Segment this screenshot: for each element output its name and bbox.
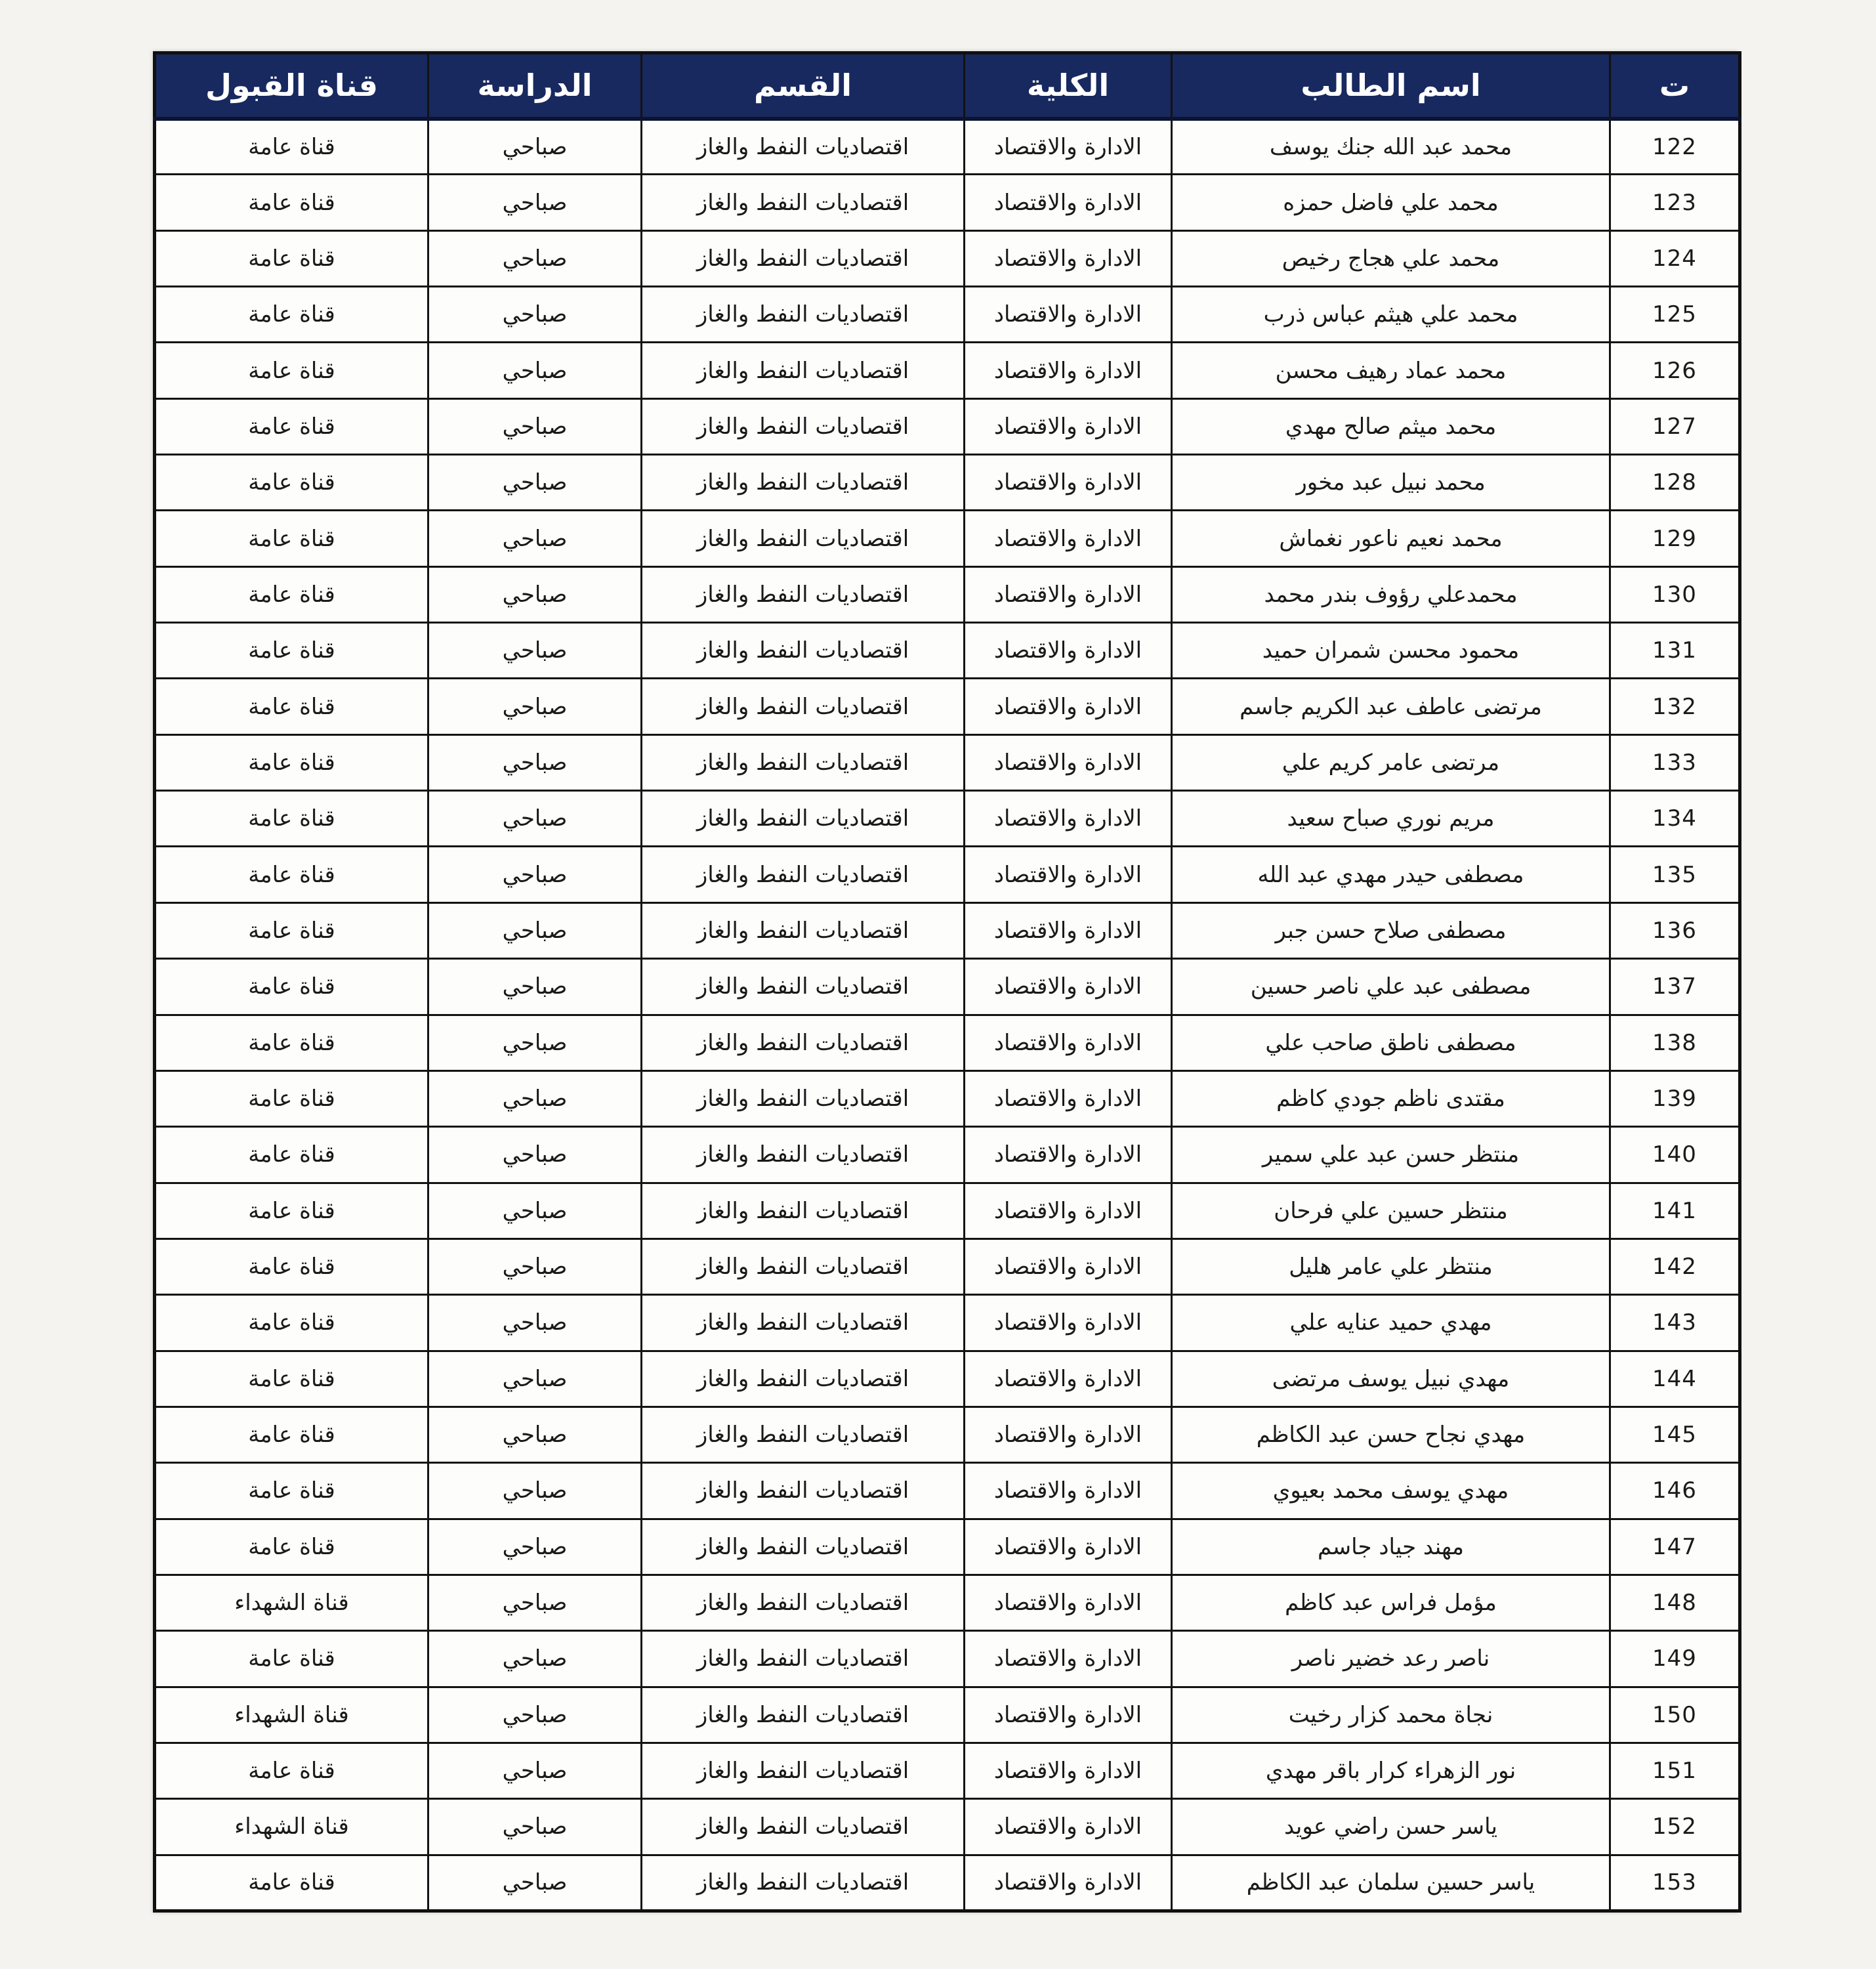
- table-row: [155, 1575, 1740, 1630]
- cell-college: الادارة والاقتصاد: [965, 343, 1172, 398]
- cell-study: صباحي: [428, 1127, 642, 1183]
- table-row: [155, 959, 1740, 1015]
- cell-channel: قناة عامة: [155, 1743, 428, 1798]
- column-header-study: الدراسة: [428, 53, 642, 119]
- table-row: [155, 679, 1740, 734]
- cell-num: 127: [1610, 398, 1740, 454]
- table-row: [155, 1407, 1740, 1462]
- cell-channel: قناة عامة: [155, 623, 428, 679]
- cell-channel: قناة عامة: [155, 230, 428, 286]
- cell-dept: اقتصاديات النفط والغاز: [642, 1295, 965, 1351]
- cell-channel: قناة عامة: [155, 1183, 428, 1239]
- cell-study: صباحي: [428, 1239, 642, 1294]
- table-row: [155, 1463, 1740, 1519]
- cell-college: الادارة والاقتصاد: [965, 1239, 1172, 1294]
- cell-name: محمد عماد رهيف محسن: [1172, 343, 1610, 398]
- cell-channel: قناة عامة: [155, 566, 428, 622]
- cell-study: صباحي: [428, 343, 642, 398]
- cell-dept: اقتصاديات النفط والغاز: [642, 1015, 965, 1070]
- cell-dept: اقتصاديات النفط والغاز: [642, 1575, 965, 1630]
- cell-channel: قناة عامة: [155, 1855, 428, 1911]
- cell-num: 152: [1610, 1799, 1740, 1855]
- cell-study: صباحي: [428, 1687, 642, 1743]
- cell-college: الادارة والاقتصاد: [965, 1799, 1172, 1855]
- cell-name: مصطفى عبد علي ناصر حسين: [1172, 959, 1610, 1015]
- cell-channel: قناة الشهداء: [155, 1575, 428, 1630]
- cell-num: 130: [1610, 566, 1740, 622]
- table-row: [155, 1239, 1740, 1294]
- cell-channel: قناة عامة: [155, 1127, 428, 1183]
- cell-college: الادارة والاقتصاد: [965, 847, 1172, 902]
- cell-dept: اقتصاديات النفط والغاز: [642, 1519, 965, 1575]
- students-admission-table-page: [153, 51, 1738, 1913]
- cell-dept: اقتصاديات النفط والغاز: [642, 287, 965, 343]
- table-row: [155, 287, 1740, 343]
- cell-num: 135: [1610, 847, 1740, 902]
- cell-college: الادارة والاقتصاد: [965, 734, 1172, 790]
- cell-num: 123: [1610, 175, 1740, 230]
- cell-dept: اقتصاديات النفط والغاز: [642, 398, 965, 454]
- cell-study: صباحي: [428, 119, 642, 175]
- cell-college: الادارة والاقتصاد: [965, 566, 1172, 622]
- cell-college: الادارة والاقتصاد: [965, 1183, 1172, 1239]
- table-row: [155, 230, 1740, 286]
- cell-study: صباحي: [428, 1519, 642, 1575]
- table-body: [155, 119, 1740, 1911]
- cell-channel: قناة عامة: [155, 959, 428, 1015]
- cell-channel: قناة عامة: [155, 902, 428, 958]
- cell-name: مرتضى عامر كريم علي: [1172, 734, 1610, 790]
- cell-num: 134: [1610, 791, 1740, 847]
- table-row: [155, 455, 1740, 511]
- cell-num: 143: [1610, 1295, 1740, 1351]
- cell-study: صباحي: [428, 398, 642, 454]
- table-row: [155, 1015, 1740, 1070]
- cell-num: 125: [1610, 287, 1740, 343]
- cell-channel: قناة عامة: [155, 1295, 428, 1351]
- cell-num: 144: [1610, 1351, 1740, 1407]
- cell-num: 148: [1610, 1575, 1740, 1630]
- table-row: [155, 623, 1740, 679]
- cell-college: الادارة والاقتصاد: [965, 1070, 1172, 1126]
- cell-college: الادارة والاقتصاد: [965, 1015, 1172, 1070]
- cell-name: مرتضى عاطف عبد الكريم جاسم: [1172, 679, 1610, 734]
- table-row: [155, 511, 1740, 566]
- cell-study: صباحي: [428, 1799, 642, 1855]
- cell-study: صباحي: [428, 1070, 642, 1126]
- cell-name: منتظر علي عامر هليل: [1172, 1239, 1610, 1294]
- cell-college: الادارة والاقتصاد: [965, 1463, 1172, 1519]
- cell-name: محمد عبد الله جنك يوسف: [1172, 119, 1610, 175]
- cell-name: محمد علي هجاج رخيص: [1172, 230, 1610, 286]
- cell-study: صباحي: [428, 847, 642, 902]
- cell-name: محمود محسن شمران حميد: [1172, 623, 1610, 679]
- cell-name: محمد علي هيثم عباس ذرب: [1172, 287, 1610, 343]
- cell-name: مؤمل فراس عبد كاظم: [1172, 1575, 1610, 1630]
- cell-num: 153: [1610, 1855, 1740, 1911]
- cell-college: الادارة والاقتصاد: [965, 230, 1172, 286]
- cell-college: الادارة والاقتصاد: [965, 1407, 1172, 1462]
- cell-name: محمد ميثم صالح مهدي: [1172, 398, 1610, 454]
- table-row: [155, 847, 1740, 902]
- cell-num: 142: [1610, 1239, 1740, 1294]
- table-row: [155, 175, 1740, 230]
- cell-college: الادارة والاقتصاد: [965, 1519, 1172, 1575]
- cell-dept: اقتصاديات النفط والغاز: [642, 1183, 965, 1239]
- cell-name: ياسر حسن راضي عويد: [1172, 1799, 1610, 1855]
- cell-study: صباحي: [428, 959, 642, 1015]
- cell-name: ياسر حسين سلمان عبد الكاظم: [1172, 1855, 1610, 1911]
- cell-dept: اقتصاديات النفط والغاز: [642, 343, 965, 398]
- cell-channel: قناة عامة: [155, 1519, 428, 1575]
- table-row: [155, 791, 1740, 847]
- cell-dept: اقتصاديات النفط والغاز: [642, 847, 965, 902]
- cell-dept: اقتصاديات النفط والغاز: [642, 566, 965, 622]
- table-row: [155, 398, 1740, 454]
- cell-name: ناصر رعد خضير ناصر: [1172, 1631, 1610, 1687]
- students-table: [153, 51, 1741, 1913]
- table-row: [155, 1743, 1740, 1798]
- column-header-college: الكلية: [965, 53, 1172, 119]
- cell-study: صباحي: [428, 1631, 642, 1687]
- cell-study: صباحي: [428, 511, 642, 566]
- cell-dept: اقتصاديات النفط والغاز: [642, 119, 965, 175]
- cell-college: الادارة والاقتصاد: [965, 679, 1172, 734]
- cell-channel: قناة عامة: [155, 1015, 428, 1070]
- cell-study: صباحي: [428, 1351, 642, 1407]
- cell-dept: اقتصاديات النفط والغاز: [642, 1351, 965, 1407]
- cell-name: محمد علي فاضل حمزه: [1172, 175, 1610, 230]
- cell-college: الادارة والاقتصاد: [965, 791, 1172, 847]
- cell-num: 147: [1610, 1519, 1740, 1575]
- cell-name: نور الزهراء كرار باقر مهدي: [1172, 1743, 1610, 1798]
- table-row: [155, 1351, 1740, 1407]
- cell-dept: اقتصاديات النفط والغاز: [642, 230, 965, 286]
- cell-num: 141: [1610, 1183, 1740, 1239]
- cell-dept: اقتصاديات النفط والغاز: [642, 959, 965, 1015]
- column-header-number: ت: [1610, 53, 1740, 119]
- cell-study: صباحي: [428, 734, 642, 790]
- cell-dept: اقتصاديات النفط والغاز: [642, 1743, 965, 1798]
- table-header: [155, 53, 1740, 119]
- cell-study: صباحي: [428, 1183, 642, 1239]
- cell-channel: قناة عامة: [155, 119, 428, 175]
- cell-num: 151: [1610, 1743, 1740, 1798]
- cell-college: الادارة والاقتصاد: [965, 175, 1172, 230]
- cell-name: منتظر حسن عبد علي سمير: [1172, 1127, 1610, 1183]
- cell-study: صباحي: [428, 175, 642, 230]
- cell-num: 126: [1610, 343, 1740, 398]
- cell-num: 146: [1610, 1463, 1740, 1519]
- cell-name: مهدي يوسف محمد بعيوي: [1172, 1463, 1610, 1519]
- cell-dept: اقتصاديات النفط والغاز: [642, 902, 965, 958]
- cell-dept: اقتصاديات النفط والغاز: [642, 1239, 965, 1294]
- cell-dept: اقتصاديات النفط والغاز: [642, 679, 965, 734]
- cell-name: مقتدى ناظم جودي كاظم: [1172, 1070, 1610, 1126]
- cell-num: 139: [1610, 1070, 1740, 1126]
- cell-study: صباحي: [428, 1575, 642, 1630]
- cell-study: صباحي: [428, 1015, 642, 1070]
- cell-college: الادارة والاقتصاد: [965, 1295, 1172, 1351]
- table-row: [155, 1183, 1740, 1239]
- cell-college: الادارة والاقتصاد: [965, 1351, 1172, 1407]
- cell-num: 128: [1610, 455, 1740, 511]
- cell-channel: قناة عامة: [155, 1351, 428, 1407]
- cell-dept: اقتصاديات النفط والغاز: [642, 1407, 965, 1462]
- cell-dept: اقتصاديات النفط والغاز: [642, 1463, 965, 1519]
- cell-num: 150: [1610, 1687, 1740, 1743]
- cell-dept: اقتصاديات النفط والغاز: [642, 734, 965, 790]
- cell-study: صباحي: [428, 1463, 642, 1519]
- cell-study: صباحي: [428, 455, 642, 511]
- table-row: [155, 1855, 1740, 1911]
- cell-channel: قناة عامة: [155, 511, 428, 566]
- cell-num: 122: [1610, 119, 1740, 175]
- cell-num: 133: [1610, 734, 1740, 790]
- table-row: [155, 1519, 1740, 1575]
- cell-dept: اقتصاديات النفط والغاز: [642, 623, 965, 679]
- cell-channel: قناة عامة: [155, 287, 428, 343]
- cell-name: منتظر حسين علي فرحان: [1172, 1183, 1610, 1239]
- table-row: [155, 119, 1740, 175]
- cell-college: الادارة والاقتصاد: [965, 287, 1172, 343]
- cell-study: صباحي: [428, 566, 642, 622]
- column-header-dept: القسم: [642, 53, 965, 119]
- cell-num: 137: [1610, 959, 1740, 1015]
- cell-college: الادارة والاقتصاد: [965, 1127, 1172, 1183]
- table-row: [155, 1687, 1740, 1743]
- cell-college: الادارة والاقتصاد: [965, 1743, 1172, 1798]
- cell-study: صباحي: [428, 287, 642, 343]
- table-row: [155, 1070, 1740, 1126]
- cell-name: محمد نعيم ناعور نغماش: [1172, 511, 1610, 566]
- cell-channel: قناة عامة: [155, 343, 428, 398]
- cell-channel: قناة عامة: [155, 398, 428, 454]
- cell-name: مريم نوري صباح سعيد: [1172, 791, 1610, 847]
- cell-num: 132: [1610, 679, 1740, 734]
- cell-name: نجاة محمد كزار رخيت: [1172, 1687, 1610, 1743]
- table-row: [155, 1799, 1740, 1855]
- cell-name: مهند جياد جاسم: [1172, 1519, 1610, 1575]
- table-row: [155, 734, 1740, 790]
- table-row: [155, 1127, 1740, 1183]
- cell-college: الادارة والاقتصاد: [965, 1855, 1172, 1911]
- cell-study: صباحي: [428, 1743, 642, 1798]
- cell-study: صباحي: [428, 1295, 642, 1351]
- cell-channel: قناة عامة: [155, 1407, 428, 1462]
- cell-num: 129: [1610, 511, 1740, 566]
- cell-study: صباحي: [428, 791, 642, 847]
- cell-name: مصطفى ناطق صاحب علي: [1172, 1015, 1610, 1070]
- cell-study: صباحي: [428, 1855, 642, 1911]
- cell-study: صباحي: [428, 623, 642, 679]
- cell-dept: اقتصاديات النفط والغاز: [642, 1799, 965, 1855]
- cell-num: 136: [1610, 902, 1740, 958]
- cell-name: مهدي نبيل يوسف مرتضى: [1172, 1351, 1610, 1407]
- cell-dept: اقتصاديات النفط والغاز: [642, 1631, 965, 1687]
- cell-channel: قناة الشهداء: [155, 1799, 428, 1855]
- cell-dept: اقتصاديات النفط والغاز: [642, 791, 965, 847]
- cell-study: صباحي: [428, 679, 642, 734]
- cell-channel: قناة عامة: [155, 847, 428, 902]
- cell-channel: قناة عامة: [155, 1239, 428, 1294]
- cell-channel: قناة عامة: [155, 1631, 428, 1687]
- cell-channel: قناة عامة: [155, 791, 428, 847]
- table-row: [155, 343, 1740, 398]
- cell-study: صباحي: [428, 230, 642, 286]
- cell-name: مهدي حميد عنايه علي: [1172, 1295, 1610, 1351]
- cell-dept: اقتصاديات النفط والغاز: [642, 175, 965, 230]
- cell-college: الادارة والاقتصاد: [965, 455, 1172, 511]
- cell-college: الادارة والاقتصاد: [965, 623, 1172, 679]
- cell-college: الادارة والاقتصاد: [965, 511, 1172, 566]
- cell-num: 145: [1610, 1407, 1740, 1462]
- cell-num: 131: [1610, 623, 1740, 679]
- header-row: [155, 53, 1740, 119]
- table-row: [155, 566, 1740, 622]
- cell-channel: قناة عامة: [155, 1463, 428, 1519]
- cell-name: مصطفى حيدر مهدي عبد الله: [1172, 847, 1610, 902]
- cell-college: الادارة والاقتصاد: [965, 1631, 1172, 1687]
- cell-study: صباحي: [428, 902, 642, 958]
- cell-study: صباحي: [428, 1407, 642, 1462]
- cell-college: الادارة والاقتصاد: [965, 1575, 1172, 1630]
- cell-channel: قناة عامة: [155, 734, 428, 790]
- cell-college: الادارة والاقتصاد: [965, 119, 1172, 175]
- cell-dept: اقتصاديات النفط والغاز: [642, 1070, 965, 1126]
- cell-name: محمدعلي رؤوف بندر محمد: [1172, 566, 1610, 622]
- cell-college: الادارة والاقتصاد: [965, 959, 1172, 1015]
- cell-college: الادارة والاقتصاد: [965, 1687, 1172, 1743]
- cell-channel: قناة عامة: [155, 1070, 428, 1126]
- cell-name: مهدي نجاح حسن عبد الكاظم: [1172, 1407, 1610, 1462]
- cell-name: مصطفى صلاح حسن جبر: [1172, 902, 1610, 958]
- cell-num: 124: [1610, 230, 1740, 286]
- cell-channel: قناة عامة: [155, 679, 428, 734]
- cell-dept: اقتصاديات النفط والغاز: [642, 511, 965, 566]
- cell-dept: اقتصاديات النفط والغاز: [642, 1855, 965, 1911]
- cell-channel: قناة عامة: [155, 455, 428, 511]
- table-row: [155, 1631, 1740, 1687]
- cell-num: 140: [1610, 1127, 1740, 1183]
- cell-college: الادارة والاقتصاد: [965, 902, 1172, 958]
- cell-name: محمد نبيل عبد مخور: [1172, 455, 1610, 511]
- column-header-channel: قناة القبول: [155, 53, 428, 119]
- table-row: [155, 902, 1740, 958]
- cell-dept: اقتصاديات النفط والغاز: [642, 1127, 965, 1183]
- cell-dept: اقتصاديات النفط والغاز: [642, 1687, 965, 1743]
- cell-college: الادارة والاقتصاد: [965, 398, 1172, 454]
- cell-channel: قناة عامة: [155, 175, 428, 230]
- table-row: [155, 1295, 1740, 1351]
- cell-num: 138: [1610, 1015, 1740, 1070]
- cell-num: 149: [1610, 1631, 1740, 1687]
- column-header-name: اسم الطالب: [1172, 53, 1610, 119]
- cell-dept: اقتصاديات النفط والغاز: [642, 455, 965, 511]
- cell-channel: قناة الشهداء: [155, 1687, 428, 1743]
